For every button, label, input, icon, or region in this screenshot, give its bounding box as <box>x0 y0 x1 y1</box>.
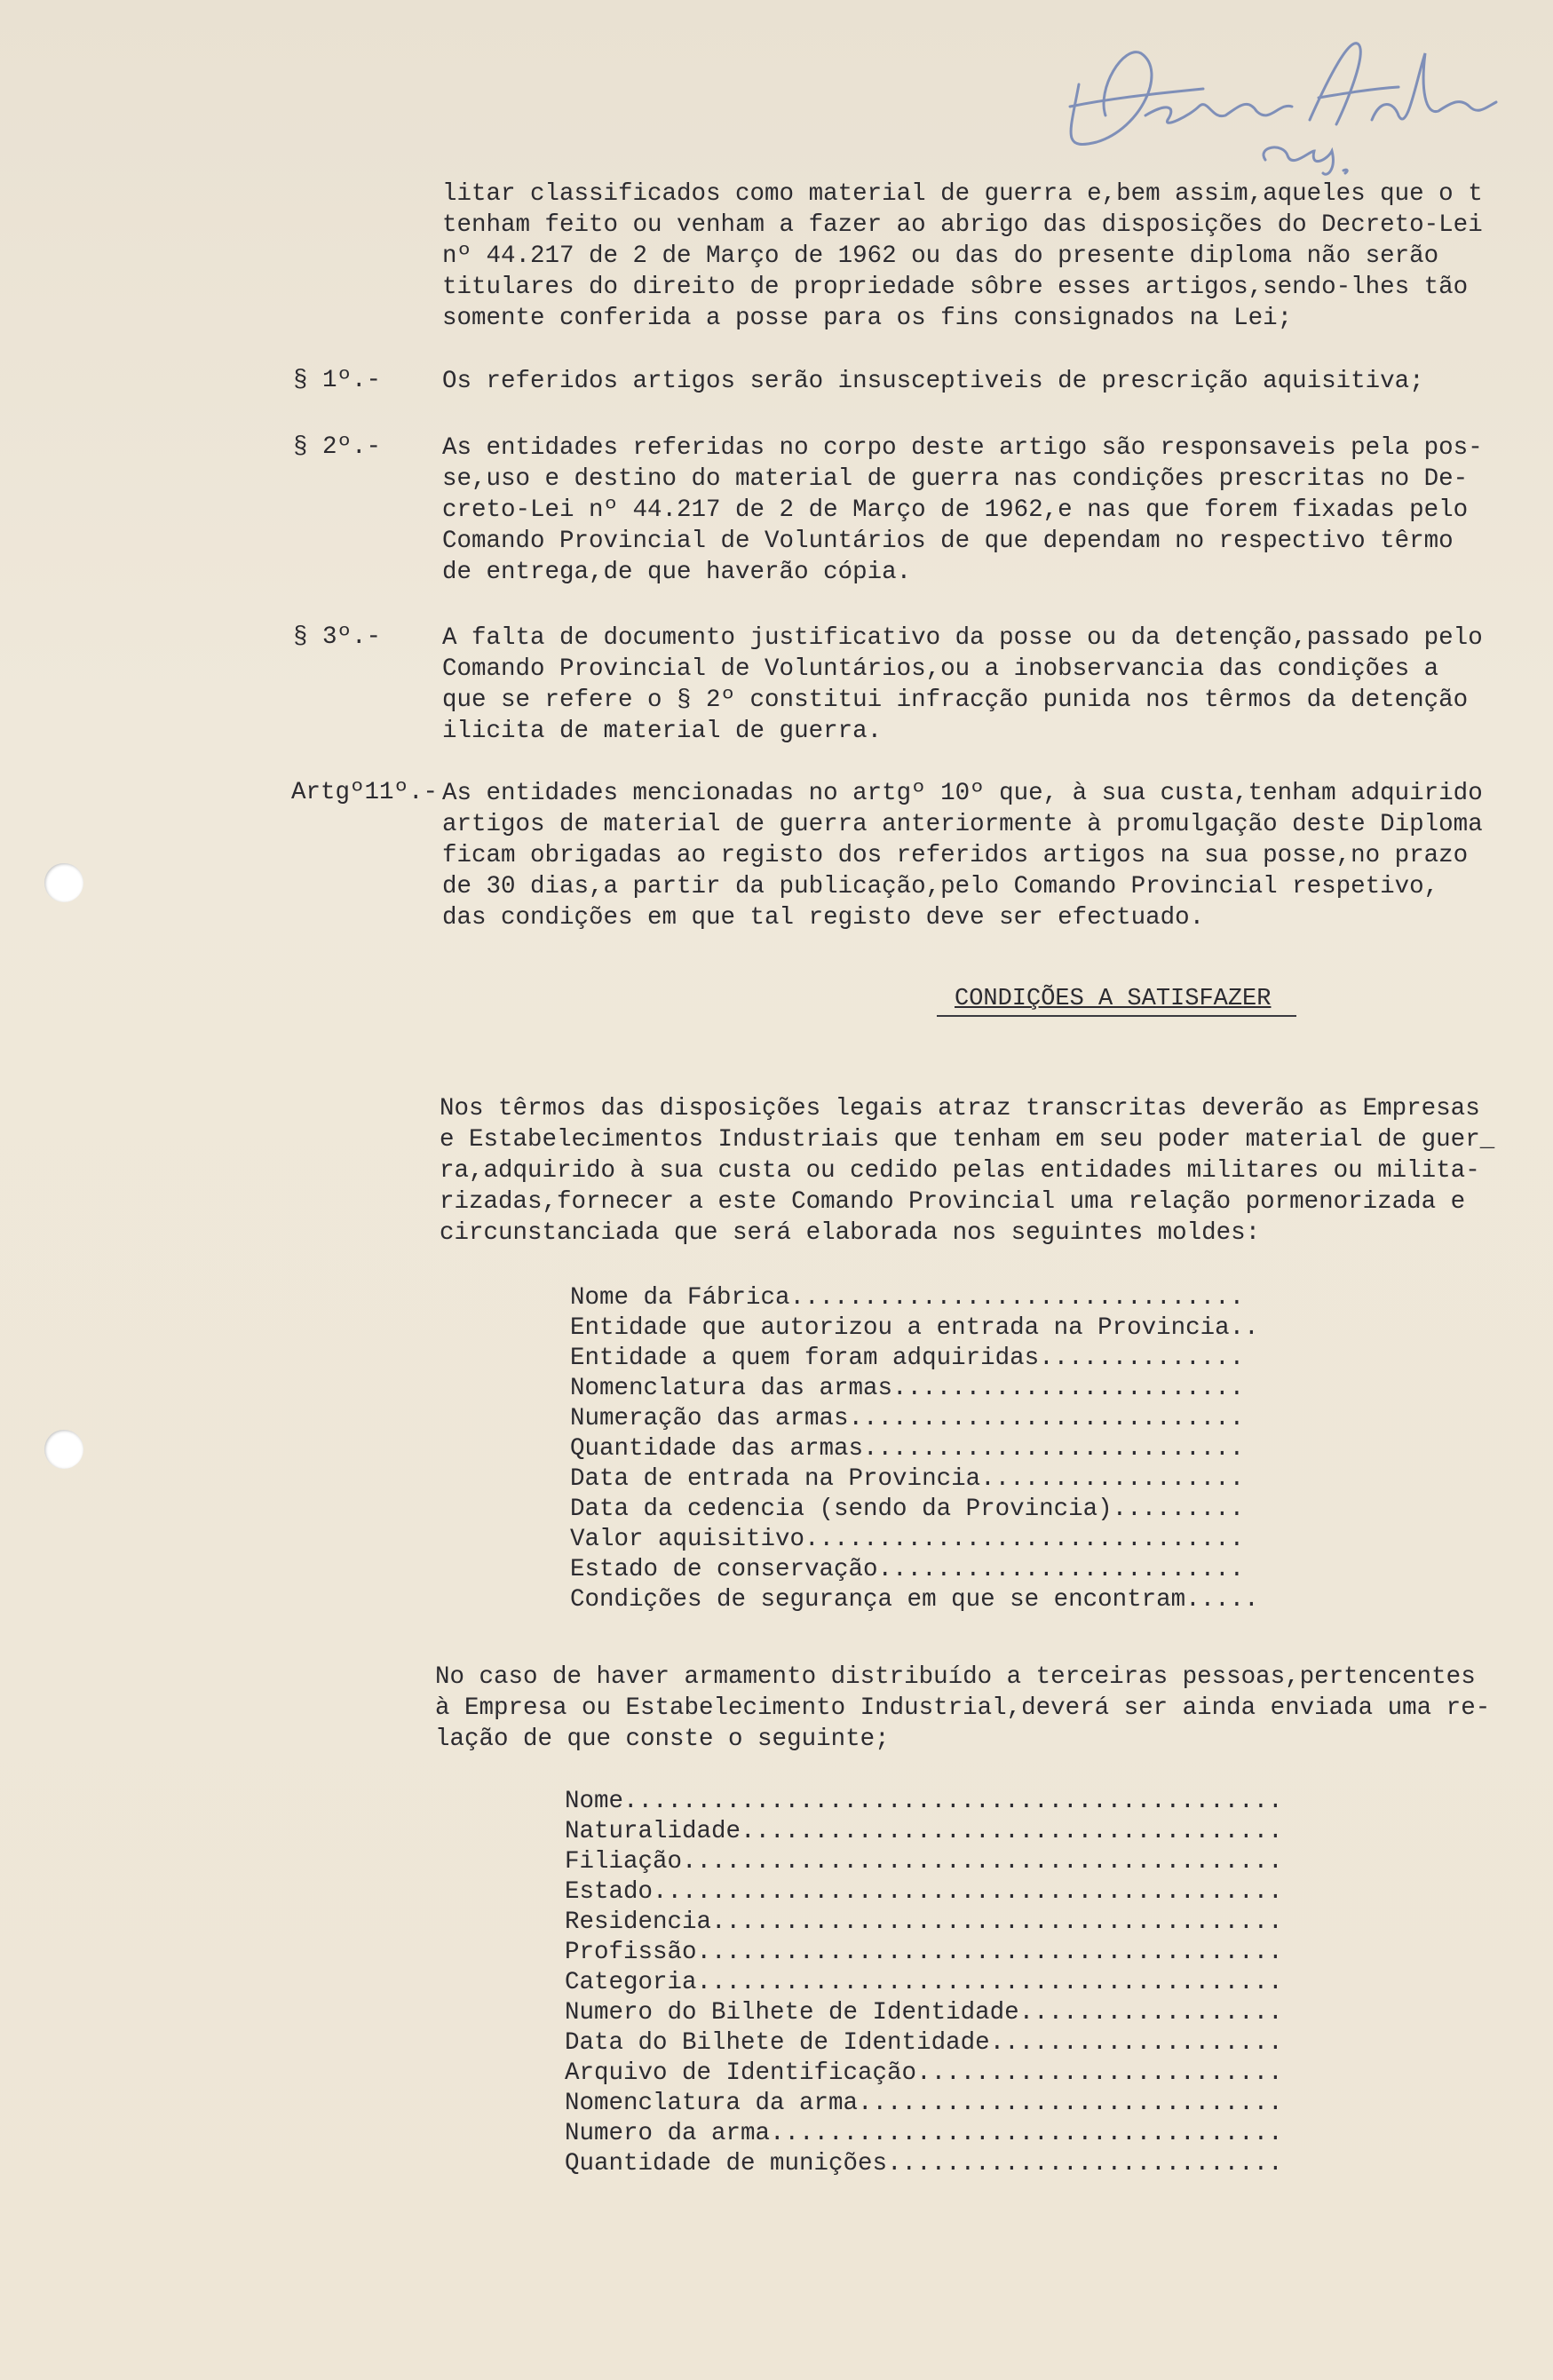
fabrication-details-list <box>570 1283 1259 1615</box>
list-item: Quantidade de munições........................... <box>565 2150 1283 2178</box>
article-11-label: Artgº11º.- <box>291 779 439 806</box>
text-line: creto-Lei nº 44.217 de 2 de Março de 1962,e nas que forem fixadas pelo <box>442 496 1469 524</box>
text-line: circunstanciada que será elaborada nos seguintes moldes: <box>440 1219 1261 1247</box>
text-line: ra,adquirido à sua custa ou cedido pelas entidades militares ou milita- <box>440 1157 1480 1185</box>
list-item: Nomenclatura da arma............................. <box>565 2090 1283 2117</box>
text-line: artigos de material de guerra anteriormente à promulgação deste Diploma <box>442 811 1483 838</box>
handwritten-signature <box>1043 18 1505 182</box>
list-item: Filiação......................................... <box>565 1848 1283 1876</box>
paragraph-2-label: § 2º.- <box>293 433 382 461</box>
text-line: Os referidos artigos serão insusceptiveis de prescrição aquisitiva; <box>442 368 1424 395</box>
text-line: e Estabelecimentos Industriais que tenham em seu poder material de guer_ <box>440 1126 1495 1154</box>
text-line: litar classificados como material de guerra e,bem assim,aqueles que o t <box>442 180 1483 208</box>
list-item: Categoria........................................ <box>565 1969 1283 1996</box>
list-item: Data do Bilhete de Identidade.................... <box>565 2029 1283 2057</box>
text-line: à Empresa ou Estabelecimento Industrial,deverá ser ainda enviada uma re- <box>435 1694 1491 1722</box>
list-item: Arquivo de Identificação......................... <box>565 2059 1283 2087</box>
binder-hole-top <box>44 863 83 902</box>
list-item: Nome da Fábrica............................... <box>570 1284 1245 1312</box>
text-line: A falta de documento justificativo da posse ou da detenção,passado pelo <box>442 624 1483 652</box>
paragraph-1-label: § 1º.- <box>293 367 382 394</box>
text-line: que se refere o § 2º constitui infracção punida nos têrmos da detenção <box>442 686 1469 714</box>
list-item: Entidade a quem foram adquiridas.............. <box>570 1345 1245 1372</box>
list-item: Numero da arma................................... <box>565 2120 1283 2147</box>
text-line: somente conferida a posse para os fins consignados na Lei; <box>442 305 1293 332</box>
list-item: Nomenclatura das armas........................ <box>570 1375 1245 1402</box>
text-line: lação de que conste o seguinte; <box>435 1726 890 1753</box>
list-item: Estado........................................... <box>565 1878 1283 1906</box>
text-line: Comando Provincial de Voluntários,ou a inobservancia das condições a <box>442 655 1439 683</box>
list-item: Residencia....................................... <box>565 1908 1283 1936</box>
text-line: se,uso e destino do material de guerra nas condições prescritas no De- <box>442 465 1469 493</box>
text-line: Nos têrmos das disposições legais atraz transcritas deverão as Empresas <box>440 1095 1480 1123</box>
list-item: Data de entrada na Provincia.................. <box>570 1465 1245 1493</box>
text-line: titulares do direito de propriedade sôbre esses artigos,sendo-lhes tão <box>442 274 1469 301</box>
text-line: nº 44.217 de 2 de Março de 1962 ou das do presente diploma não serão <box>442 242 1439 270</box>
text-line: No caso de haver armamento distribuído a terceiras pessoas,pertencentes <box>435 1663 1476 1691</box>
list-item: Nome............................................. <box>565 1788 1283 1815</box>
text-line: Comando Provincial de Voluntários de que dependam no respectivo têrmo <box>442 528 1454 555</box>
list-item: Data da cedencia (sendo da Provincia)......... <box>570 1495 1245 1523</box>
list-item: Entidade que autorizou a entrada na Provincia.. <box>570 1314 1259 1342</box>
list-item: Naturalidade..................................... <box>565 1818 1283 1845</box>
text-line: das condições em que tal registo deve ser efectuado. <box>442 904 1205 932</box>
list-item: Numero do Bilhete de Identidade.................. <box>565 1999 1283 2027</box>
holder-details-list <box>565 1787 1283 2179</box>
text-line: As entidades mencionadas no artgº 10º que, à sua custa,tenham adquirido <box>442 780 1483 807</box>
binder-hole-bottom <box>44 1430 83 1469</box>
list-item: Valor aquisitivo.............................. <box>570 1526 1245 1553</box>
text-line: rizadas,fornecer a este Comando Provincial uma relação pormenorizada e <box>440 1188 1466 1216</box>
section-heading: CONDIÇÕES A SATISFAZER <box>955 986 1272 1012</box>
heading-underline <box>937 1015 1296 1017</box>
text-line: As entidades referidas no corpo deste artigo são responsaveis pela pos- <box>442 434 1483 462</box>
list-item: Condições de segurança em que se encontram..... <box>570 1586 1259 1614</box>
paragraph-3-label: § 3º.- <box>293 623 382 651</box>
text-line: de 30 dias,a partir da publicação,pelo Comando Provincial respetivo, <box>442 873 1439 900</box>
list-item: Quantidade das armas.......................... <box>570 1435 1245 1463</box>
list-item: Estado de conservação......................... <box>570 1556 1245 1583</box>
text-line: tenham feito ou venham a fazer ao abrigo das disposições do Decreto-Lei <box>442 211 1483 239</box>
list-item: Numeração das armas........................... <box>570 1405 1245 1432</box>
text-line: ilicita de material de guerra. <box>442 718 883 745</box>
list-item: Profissão........................................ <box>565 1939 1283 1966</box>
text-line: de entrega,de que haverão cópia. <box>442 559 912 586</box>
text-line: ficam obrigadas ao registo dos referidos artigos na sua posse,no prazo <box>442 842 1469 869</box>
